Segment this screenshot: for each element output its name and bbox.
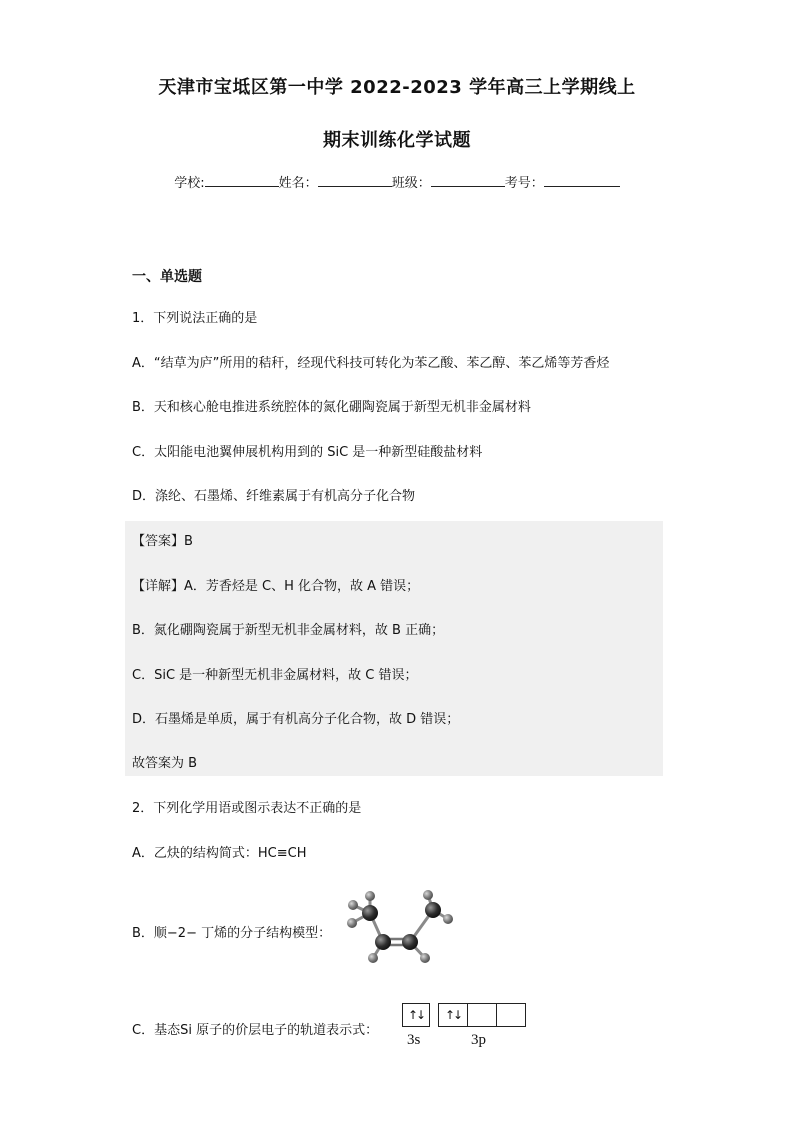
question-1-stem: 1．下列说法正确的是 — [132, 311, 258, 326]
q1-detail-line: 故答案为 B — [132, 756, 198, 771]
q1-detail-line: B．氮化硼陶瓷属于新型无机非金属材料，故 B 正确； — [132, 623, 445, 638]
q2-option-c: C．基态Si 原子的价层电子的轨道表示式： — [132, 1023, 379, 1038]
q1-detail-line: C．SiC 是一种新型无机非金属材料，故 C 错误； — [132, 668, 418, 683]
q2-option-a: A．乙炔的结构简式：HC≡CH — [132, 846, 307, 861]
orbital-3s-box: ↑↓ — [402, 1003, 430, 1027]
answer-panel — [125, 521, 663, 776]
class-blank[interactable] — [431, 172, 505, 187]
document-title-line1: 天津市宝坻区第一中学 2022-2023 学年高三上学期线上 — [158, 77, 636, 98]
school-label: 学校: — [174, 176, 205, 191]
examno-label: 考号： — [504, 176, 544, 191]
q1-detail-line: D．石墨烯是单质，属于有机高分子化合物，故 D 错误； — [132, 712, 460, 727]
q1-option-b: B．天和核心舱电推进系统腔体的氮化硼陶瓷属于新型无机非金属材料 — [132, 400, 531, 415]
name-label: 姓名： — [278, 176, 318, 191]
orbital-3s-label: 3s — [407, 1032, 421, 1048]
class-label: 班级： — [391, 176, 431, 191]
student-info-line — [0, 172, 794, 191]
q2-option-b: B．顺−2− 丁烯的分子结构模型： — [132, 926, 332, 941]
orbital-3p-label: 3p — [471, 1032, 486, 1048]
name-blank[interactable] — [318, 172, 392, 187]
q1-option-d: D．涤纶、石墨烯、纤维素属于有机高分子化合物 — [132, 489, 416, 504]
orbital-3p-box: ↑↓ — [438, 1003, 468, 1027]
school-blank[interactable] — [205, 172, 279, 187]
document-title-line2: 期末训练化学试题 — [323, 130, 471, 151]
orbital-3p-box — [467, 1003, 497, 1027]
question-2-stem: 2．下列化学用语或图示表达不正确的是 — [132, 801, 362, 816]
cis-2-butene-molecule-model — [340, 890, 460, 970]
q1-option-c: C．太阳能电池翼伸展机构用到的 SiC 是一种新型硅酸盐材料 — [132, 445, 483, 460]
q1-option-a: A．“结草为庐”所用的秸秆，经现代科技可转化为苯乙酸、苯乙醇、苯乙烯等芳香烃 — [132, 356, 610, 371]
orbital-3p-box — [496, 1003, 526, 1027]
examno-blank[interactable] — [544, 172, 620, 187]
q1-answer: 【答案】B — [132, 534, 193, 549]
q1-detail-line: 【详解】A．芳香烃是 C、H 化合物，故 A 错误； — [132, 579, 420, 594]
section-heading: 一、单选题 — [132, 269, 202, 285]
